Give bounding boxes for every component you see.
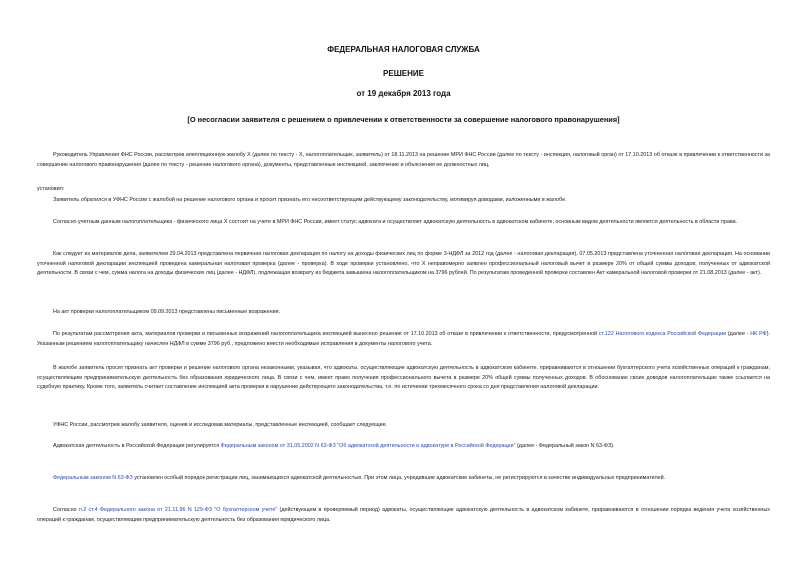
federal-law-63-link[interactable]: Федеральным законом от 31.05.2002 N 63-ФЗ "Об адвокатской деятельности и адвокатуре в Российской Федерации"	[220, 443, 516, 449]
registration-order-text: установлен особый порядок регистрации лиц, занимающихся адвокатской деятельностью. При этом лица, учредившие адвокатские кабинеты, не регистрируются в качестве индивидуальных предпринимателей.	[132, 475, 666, 481]
tax-code-link[interactable]: ст.122 Налогового кодекса Российской Федерации	[598, 331, 727, 337]
accounting-text-b: (действующем в проверяемый период) адвокаты, осуществляющие адвокатскую деятельность в адвокатском кабинете, приравниваются в отношении порядка ведения учета хозяйственных операций к гражданам, осуществляющим предпринимательскую деятельность без образования юридического лица.	[37, 507, 770, 523]
regulation-text-a: Адвокатская деятельность в Российской Федерации регулируется	[53, 443, 221, 449]
paragraph-ufns-review: УФНС России, рассмотрев жалобу заявителя, оценив и исследовав материалы, представленные инспекцией, сообщает следующее.	[53, 422, 388, 428]
paragraph-regulation	[37, 442, 770, 452]
paragraph-complaint: Заявитель обратился в УФНС России с жалобой на решение налогового органа и просит признать его несоответствующим действующему законодательству, мотивируя доводами, изложенными в жалобе.	[53, 197, 567, 203]
paragraph-registration: Согласно учетным данным налогоплательщика - физического лица Х состоит на учете в МРИ ФНС России, имеет статус адвоката и осуществляет адвокатскую деятельность в адвокатском кабинете, основным видом деятельности является деятельность в области права.	[53, 219, 738, 225]
paragraph-objections: На акт проверки налогоплательщиком 09.09.2013 представлены письменные возражения.	[53, 309, 281, 315]
nk-rf-link[interactable]: НК РФ	[750, 331, 767, 337]
federal-law-63-short-link[interactable]: Федеральным законом N 63-ФЗ	[53, 475, 133, 481]
document-type: РЕШЕНИЕ	[383, 69, 424, 78]
paragraph-accounting	[37, 506, 770, 525]
document-date: от 19 декабря 2013 года	[356, 89, 451, 98]
document-subject: [О несогласии заявителя с решением о привлечении к ответственности за совершение налогового правонарушения]	[187, 115, 620, 124]
regulation-text-b: (далее - Федеральный закон N 63-ФЗ).	[515, 443, 615, 449]
agency-title: ФЕДЕРАЛЬНАЯ НАЛОГОВАЯ СЛУЖБА	[327, 45, 480, 54]
accounting-text-a: Согласно	[53, 507, 79, 513]
accounting-law-link[interactable]: п.2 ст.4 Федерального закона от 21.11.96 N 129-ФЗ "О бухгалтерском учете"	[78, 507, 278, 513]
decision-text-c: ). Указанным решением налогоплательщику начислен НДФЛ в сумме 3796 руб., предложено внести необходимые исправления в документы налогового учета.	[37, 331, 770, 347]
decision-text-a: По результатам рассмотрения акта, материалов проверки и письменных возражений налогоплательщика инспекцией вынесено решение от 17.10.2013 об отказе в привлечении к ответственности, предусмотренной	[53, 331, 599, 337]
paragraph-intro: Руководитель Управления ФНС России, рассмотрев апелляционную жалобу Х (далее по тексту - Х, налогоплательщик, заявитель) от 18.11.2013 на решение МРИ ФНС России (далее по тексту - инспекция, налоговый орган) от 17.10.2013 об отказе в привлечении к ответственности за совершение налогового правонарушения (далее по тексту - решение налогового органа), документы, представленные инспекцией, заключение и объяснения ее должностных лиц,	[37, 152, 770, 168]
paragraph-case-materials: Как следует из материалов дела, заявителем 29.04.2013 представлена первичная налоговая декларация по налогу на доходы физических лиц по форме 3-НДФЛ за 2012 год (далее - налоговая декларация), 07.05.2013 представлена уточненная налоговая декларация. На основании уточненной налоговой декларации инспекцией проведена камеральная налоговая проверка (далее - проверка). В ходе проверки установлено, что Х неправомерно заявлен профессиональный налоговый вычет в размере 20% от общей суммы доходов, полученных от адвокатской деятельности. В связи с чем, сумма налога на доходы физических лиц (далее - НДФЛ), подлежащая возврату из бюджета завышена налогоплательщиком на 3796 рублей. По результатам проведенной проверки составлен Акт камеральной налоговой проверки от 21.08.2013 (далее - акт).	[37, 251, 770, 277]
decision-text-b: (далее -	[726, 331, 751, 337]
paragraph-complaint-arguments: В жалобе заявитель просит признать акт проверки и решение налогового органа незаконными, указывая, что адвокаты, осуществляющие адвокатскую деятельность в адвокатском кабинете, приравниваются в отношении бухгалтерского учета хозяйственных операций к гражданам, осуществляющим предпринимательскую деятельность без образования юридического лица. В связи с чем, имеет право получения профессионального вычета в размере 20% общей суммы полученных доходов. В обоснование своих доводов налогоплательщик также ссылается на судебную практику. Кроме того, заявитель считает составление инспекцией акта проверки в нарушение действующего законодательства, т.е. по истечении трехмесячного срока со дня представления налоговой декларации.	[37, 365, 770, 391]
paragraph-decision	[37, 330, 770, 349]
paragraph-established: установил:	[37, 186, 65, 192]
paragraph-registration-order	[37, 474, 770, 484]
